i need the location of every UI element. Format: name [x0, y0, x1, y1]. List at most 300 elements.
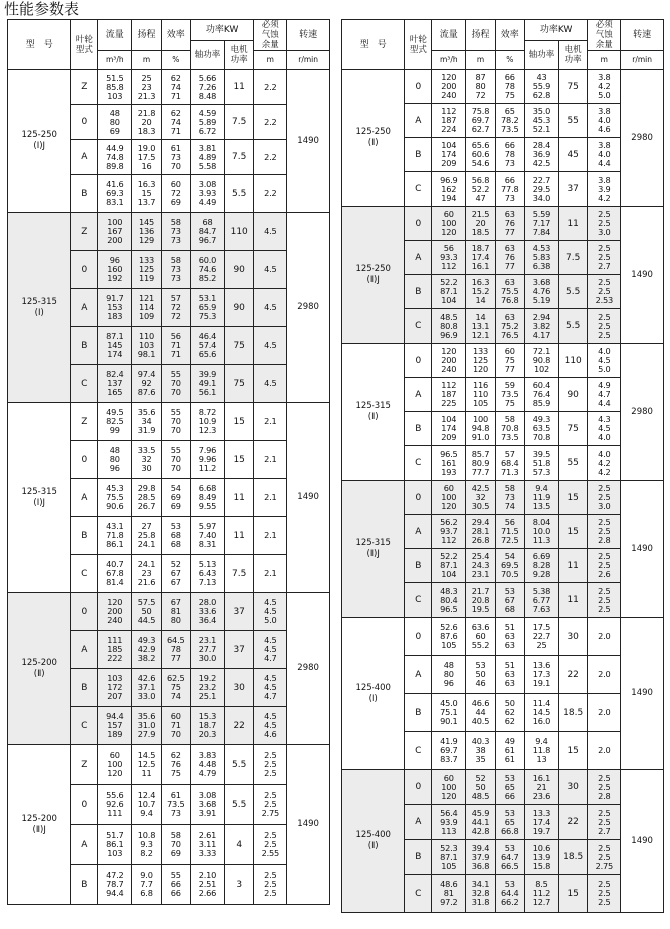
motor-power-cell: 75	[559, 412, 588, 446]
head-cell: 133 125 120	[466, 344, 495, 378]
motor-power-cell: 15	[559, 481, 588, 515]
head-cell: 52 50 48.5	[466, 770, 495, 805]
table-row	[342, 70, 664, 104]
unit-npsh: m	[254, 51, 287, 70]
npsh-cell: 2.5 2.5 2.5	[588, 583, 621, 618]
eff-cell: 57 72 72	[161, 289, 190, 327]
motor-power-cell: 18.5	[559, 694, 588, 732]
flow-cell: 43.1 71.8 86.1	[98, 517, 132, 555]
impeller-cell: 0	[71, 251, 98, 289]
impeller-cell: 0	[71, 785, 98, 825]
impeller-cell: A	[405, 515, 432, 549]
npsh-cell: 2.5 2.5 2.7	[588, 805, 621, 840]
flow-cell: 82.4 137 165	[98, 365, 132, 403]
flow-cell: 94.4 157 189	[98, 707, 132, 745]
motor-power-cell: 37	[559, 172, 588, 207]
eff-cell: 60 71 70	[161, 707, 190, 745]
head-cell: 63.6 60 55.2	[466, 618, 495, 656]
eff-cell: 62 74 71	[161, 70, 190, 105]
unit-head: m	[132, 51, 161, 70]
header-speed: 转速	[287, 20, 330, 51]
eff-cell: 62.5 75 74	[161, 669, 190, 707]
shaft-cell: 23.1 27.7 30.0	[190, 631, 224, 669]
shaft-cell: 16.1 21 23.6	[524, 770, 558, 805]
unit-flow: m³/h	[432, 51, 466, 70]
impeller-cell: B	[405, 840, 432, 875]
header-npsh: 必须气蚀余量	[254, 20, 287, 51]
shaft-cell: 39.9 49.1 56.1	[190, 365, 224, 403]
npsh-cell: 2.5 2.5 2.75	[254, 785, 287, 825]
impeller-cell: A	[405, 104, 432, 138]
npsh-cell: 2.5 2.5 2.7	[588, 241, 621, 275]
table-row	[342, 770, 664, 805]
npsh-cell: 4.9 4.7 4.4	[588, 378, 621, 412]
shaft-cell: 17.5 22.7 25	[524, 618, 558, 656]
head-cell: 35.6 31.0 27.9	[132, 707, 161, 745]
header-efficiency: 效率	[161, 20, 190, 51]
flow-cell: 48 80 96	[98, 441, 132, 479]
eff-cell: 62 76 75	[161, 745, 190, 785]
model-cell: 125-250 (Ⅰ)J	[8, 70, 71, 213]
flow-cell: 44.9 74.8 89.8	[98, 140, 132, 175]
flow-cell: 60 100 120	[432, 770, 466, 805]
eff-cell: 60 72 69	[161, 175, 190, 213]
impeller-cell: A	[71, 825, 98, 865]
motor-power-cell: 5.5	[225, 175, 254, 213]
model-cell: 125-315 (Ⅱ)	[342, 344, 405, 481]
npsh-cell: 2.5 2.5 2.8	[588, 770, 621, 805]
eff-cell: 54 69.5 70.5	[495, 549, 524, 583]
eff-cell: 55 66 66	[161, 865, 190, 905]
flow-cell: 60 100 120	[432, 207, 466, 241]
shaft-cell: 2.10 2.51 2.66	[190, 865, 224, 905]
head-cell: 65.6 60.6 54.6	[466, 138, 495, 172]
npsh-cell: 2.5 2.5 3.0	[588, 481, 621, 515]
motor-power-cell: 37	[225, 631, 254, 669]
header-shaft-power: 轴功率	[524, 41, 558, 70]
motor-power-cell: 15	[225, 441, 254, 479]
flow-cell: 56.4 93.9 113	[432, 805, 466, 840]
eff-cell: 58 73 74	[495, 481, 524, 515]
flow-cell: 112 187 225	[432, 378, 466, 412]
head-cell: 24.1 23 21.6	[132, 555, 161, 593]
model-cell: 125-315 (Ⅰ)	[8, 213, 71, 403]
shaft-cell: 46.4 57.4 65.6	[190, 327, 224, 365]
head-cell: 9.0 7.7 6.8	[132, 865, 161, 905]
shaft-cell: 53.1 65.9 75.3	[190, 289, 224, 327]
flow-cell: 41.6 69.3 83.1	[98, 175, 132, 213]
npsh-cell: 2.2	[254, 140, 287, 175]
flow-cell: 52.2 87.1 104	[432, 275, 466, 309]
performance-table-right	[341, 19, 664, 913]
eff-cell: 63 76 77	[495, 241, 524, 275]
shaft-cell: 49.3 63.5 70.8	[524, 412, 558, 446]
npsh-cell: 4.5 4.5 4.6	[254, 707, 287, 745]
motor-power-cell: 90	[225, 251, 254, 289]
eff-cell: 55 70 70	[161, 365, 190, 403]
model-cell: 125-250 (Ⅱ)J	[342, 207, 405, 344]
shaft-cell: 6.68 8.49 9.55	[190, 479, 224, 517]
head-cell: 33.5 32 30	[132, 441, 161, 479]
flow-cell: 45.3 75.5 90.6	[98, 479, 132, 517]
impeller-cell: C	[405, 732, 432, 770]
flow-cell: 52.3 87.1 105	[432, 840, 466, 875]
npsh-cell: 2.1	[254, 479, 287, 517]
shaft-cell: 5.38 6.77 7.63	[524, 583, 558, 618]
shaft-cell: 15.3 18.7 20.3	[190, 707, 224, 745]
npsh-cell: 3.8 4.2 5.0	[588, 70, 621, 104]
shaft-cell: 5.97 7.40 8.31	[190, 517, 224, 555]
npsh-cell: 3.8 4.0 4.6	[588, 104, 621, 138]
flow-cell: 96.5 161 193	[432, 446, 466, 481]
head-cell: 39.4 37.9 36.8	[466, 840, 495, 875]
table-row	[8, 213, 330, 251]
impeller-cell: B	[71, 517, 98, 555]
impeller-cell: A	[405, 378, 432, 412]
eff-cell: 64.5 78 77	[161, 631, 190, 669]
head-cell: 16.3 15 13.7	[132, 175, 161, 213]
npsh-cell: 2.2	[254, 70, 287, 105]
motor-power-cell: 110	[559, 344, 588, 378]
npsh-cell: 2.2	[254, 105, 287, 140]
npsh-cell: 2.1	[254, 555, 287, 593]
motor-power-cell: 30	[225, 669, 254, 707]
speed-cell: 2980	[621, 70, 664, 207]
shaft-cell: 5.13 6.43 7.13	[190, 555, 224, 593]
eff-cell: 56 71 71	[161, 327, 190, 365]
speed-cell: 1490	[287, 403, 330, 593]
flow-cell: 52.2 87.1 104	[432, 549, 466, 583]
head-cell: 46.6 44 40.5	[466, 694, 495, 732]
model-cell: 125-315 (Ⅱ)J	[342, 481, 405, 618]
unit-efficiency: %	[161, 51, 190, 70]
npsh-cell: 4.5 4.5 5.0	[254, 593, 287, 631]
head-cell: 25 23 21.3	[132, 70, 161, 105]
motor-power-cell: 75	[225, 365, 254, 403]
motor-power-cell: 5.5	[559, 309, 588, 344]
npsh-cell: 2.5 2.5 2.5	[254, 745, 287, 785]
shaft-cell: 8.04 10.0 11.3	[524, 515, 558, 549]
eff-cell: 53 64.7 66.5	[495, 840, 524, 875]
npsh-cell: 2.1	[254, 403, 287, 441]
npsh-cell: 4.3 4.5 4.0	[588, 412, 621, 446]
shaft-cell: 5.66 7.26 8.48	[190, 70, 224, 105]
model-cell: 125-250 (Ⅱ)	[342, 70, 405, 207]
head-cell: 34.1 32.8 31.8	[466, 875, 495, 913]
eff-cell: 58 73 73	[161, 251, 190, 289]
eff-cell: 67 81 80	[161, 593, 190, 631]
impeller-cell: A	[405, 656, 432, 694]
shaft-cell: 3.08 3.68 3.91	[190, 785, 224, 825]
motor-power-cell: 22	[559, 805, 588, 840]
eff-cell: 57 68.4 71.3	[495, 446, 524, 481]
head-cell: 25.4 24.3 23.1	[466, 549, 495, 583]
impeller-cell: B	[71, 669, 98, 707]
npsh-cell: 2.1	[254, 441, 287, 479]
npsh-cell: 3.8 4.0 4.4	[588, 138, 621, 172]
head-cell: 133 125 119	[132, 251, 161, 289]
flow-cell: 60 100 120	[98, 745, 132, 785]
head-cell: 110 103 98.1	[132, 327, 161, 365]
npsh-cell: 4.5	[254, 289, 287, 327]
head-cell: 40.3 38 35	[466, 732, 495, 770]
header-motor-power: 电机功率	[225, 41, 254, 70]
table-row	[342, 207, 664, 241]
eff-cell: 61 73 70	[161, 140, 190, 175]
motor-power-cell: 15	[559, 732, 588, 770]
motor-power-cell: 3	[225, 865, 254, 905]
impeller-cell: 0	[405, 481, 432, 515]
table-row	[342, 481, 664, 515]
flow-cell: 100 167 200	[98, 213, 132, 251]
impeller-cell: 0	[405, 344, 432, 378]
shaft-cell: 28.0 33.6 36.4	[190, 593, 224, 631]
npsh-cell: 4.5	[254, 327, 287, 365]
shaft-cell: 68 84.7 96.7	[190, 213, 224, 251]
speed-cell: 2980	[621, 344, 664, 481]
npsh-cell: 2.5 2.5 3.0	[588, 207, 621, 241]
motor-power-cell: 15	[559, 515, 588, 549]
motor-power-cell: 11	[559, 207, 588, 241]
head-cell: 21.5 20 18.5	[466, 207, 495, 241]
eff-cell: 63 75.2 76.5	[495, 309, 524, 344]
speed-cell: 1490	[621, 481, 664, 618]
motor-power-cell: 22	[225, 707, 254, 745]
header-power: 功率KW	[524, 20, 587, 41]
head-cell: 10.8 9.3 8.2	[132, 825, 161, 865]
flow-cell: 40.7 67.8 81.4	[98, 555, 132, 593]
motor-power-cell: 30	[559, 770, 588, 805]
eff-cell: 60 75 77	[495, 344, 524, 378]
speed-cell: 1490	[621, 618, 664, 770]
impeller-cell: C	[405, 875, 432, 913]
head-cell: 75.8 69.7 62.7	[466, 104, 495, 138]
motor-power-cell: 110	[225, 213, 254, 251]
flow-cell: 56 93.3 112	[432, 241, 466, 275]
flow-cell: 51.5 85.8 103	[98, 70, 132, 105]
impeller-cell: 0	[71, 441, 98, 479]
npsh-cell: 2.0	[588, 618, 621, 656]
impeller-cell: B	[71, 865, 98, 905]
motor-power-cell: 90	[559, 378, 588, 412]
npsh-cell: 2.5 2.5 2.55	[254, 825, 287, 865]
impeller-cell: 0	[71, 593, 98, 631]
flow-cell: 41.9 69.7 83.7	[432, 732, 466, 770]
eff-cell: 53 68 68	[161, 517, 190, 555]
eff-cell: 52 67 67	[161, 555, 190, 593]
impeller-cell: C	[405, 446, 432, 481]
speed-cell: 1490	[621, 770, 664, 913]
npsh-cell: 4.5 4.5 4.7	[254, 669, 287, 707]
npsh-cell: 2.5 2.5 2.8	[588, 515, 621, 549]
table-row	[8, 593, 330, 631]
shaft-cell: 6.69 8.28 9.28	[524, 549, 558, 583]
shaft-cell: 2.61 3.11 3.33	[190, 825, 224, 865]
page-title: 性能参数表	[4, 0, 80, 18]
header-head: 扬程	[132, 20, 161, 51]
shaft-cell: 72.1 90.8 102	[524, 344, 558, 378]
model-cell: 125-200 (Ⅱ)	[8, 593, 71, 745]
flow-cell: 52.6 87.6 105	[432, 618, 466, 656]
flow-cell: 120 200 240	[98, 593, 132, 631]
head-cell: 42.6 37.1 33.0	[132, 669, 161, 707]
eff-cell: 66 77.8 73	[495, 172, 524, 207]
motor-power-cell: 55	[559, 104, 588, 138]
impeller-cell: B	[405, 694, 432, 732]
head-cell: 29.8 28.5 26.7	[132, 479, 161, 517]
impeller-cell: A	[71, 140, 98, 175]
motor-power-cell: 7.5	[559, 241, 588, 275]
eff-cell: 61 73.5 73	[161, 785, 190, 825]
header-model: 型 号	[342, 20, 405, 70]
speed-cell: 1490	[287, 70, 330, 213]
header-flow: 流量	[98, 20, 132, 51]
head-cell: 85.7 80.9 77.7	[466, 446, 495, 481]
head-cell: 12.4 10.7 9.4	[132, 785, 161, 825]
impeller-cell: B	[405, 275, 432, 309]
flow-cell: 111 185 222	[98, 631, 132, 669]
unit-speed: r/min	[287, 51, 330, 70]
head-cell: 53 50 46	[466, 656, 495, 694]
motor-power-cell: 90	[225, 289, 254, 327]
eff-cell: 65 78.2 73.5	[495, 104, 524, 138]
head-cell: 116 110 105	[466, 378, 495, 412]
npsh-cell: 2.5 2.5 2.53	[588, 275, 621, 309]
impeller-cell: C	[71, 365, 98, 403]
eff-cell: 55 70 70	[161, 403, 190, 441]
head-cell: 145 136 129	[132, 213, 161, 251]
impeller-cell: C	[405, 583, 432, 618]
impeller-cell: 0	[405, 207, 432, 241]
eff-cell: 54 69 69	[161, 479, 190, 517]
unit-head: m	[466, 51, 495, 70]
motor-power-cell: 30	[559, 618, 588, 656]
head-cell: 21.8 20 18.3	[132, 105, 161, 140]
flow-cell: 49.5 82.5 99	[98, 403, 132, 441]
eff-cell: 53 65 66.8	[495, 805, 524, 840]
motor-power-cell: 11	[559, 549, 588, 583]
header-impeller: 叶轮型式	[71, 20, 98, 70]
head-cell: 14.5 12.5 11	[132, 745, 161, 785]
shaft-cell: 4.53 5.83 6.38	[524, 241, 558, 275]
flow-cell: 104 174 209	[432, 138, 466, 172]
impeller-cell: B	[71, 327, 98, 365]
unit-speed: r/min	[621, 51, 664, 70]
head-cell: 29.4 28.1 26.8	[466, 515, 495, 549]
shaft-cell: 28.4 36.9 42.5	[524, 138, 558, 172]
motor-power-cell: 7.5	[225, 555, 254, 593]
impeller-cell: Z	[71, 70, 98, 105]
shaft-cell: 3.08 3.93 4.49	[190, 175, 224, 213]
npsh-cell: 2.5 2.5 2.5	[588, 309, 621, 344]
flow-cell: 104 174 209	[432, 412, 466, 446]
eff-cell: 51 63 63	[495, 618, 524, 656]
shaft-cell: 3.68 4.76 5.19	[524, 275, 558, 309]
npsh-cell: 4.5	[254, 251, 287, 289]
motor-power-cell: 11	[559, 583, 588, 618]
npsh-cell: 2.0	[588, 656, 621, 694]
shaft-cell: 5.59 7.17 7.84	[524, 207, 558, 241]
flow-cell: 48.5 80.8 96.9	[432, 309, 466, 344]
eff-cell: 53 65 66	[495, 770, 524, 805]
impeller-cell: C	[405, 172, 432, 207]
impeller-cell: A	[71, 631, 98, 669]
eff-cell: 58 70.8 73.5	[495, 412, 524, 446]
npsh-cell: 4.5	[254, 213, 287, 251]
eff-cell: 53 67 68	[495, 583, 524, 618]
head-cell: 100 94.8 91.0	[466, 412, 495, 446]
unit-npsh: m	[588, 51, 621, 70]
impeller-cell: 0	[71, 105, 98, 140]
motor-power-cell: 15	[225, 403, 254, 441]
speed-cell: 2980	[287, 593, 330, 745]
eff-cell: 51 63 63	[495, 656, 524, 694]
npsh-cell: 2.0	[588, 732, 621, 770]
head-cell: 14 13.1 12.1	[466, 309, 495, 344]
head-cell: 27 25.8 24.1	[132, 517, 161, 555]
header-model: 型 号	[8, 20, 71, 70]
motor-power-cell: 5.5	[225, 745, 254, 785]
npsh-cell: 2.2	[254, 175, 287, 213]
npsh-cell: 2.5 2.5 2.5	[588, 875, 621, 913]
impeller-cell: C	[71, 707, 98, 745]
npsh-cell: 4.5	[254, 365, 287, 403]
motor-power-cell: 75	[559, 70, 588, 104]
model-cell: 125-200 (Ⅱ)J	[8, 745, 71, 905]
shaft-cell: 8.72 10.9 12.3	[190, 403, 224, 441]
flow-cell: 96.9 162 194	[432, 172, 466, 207]
impeller-cell: B	[405, 412, 432, 446]
npsh-cell: 2.1	[254, 517, 287, 555]
header-head: 扬程	[466, 20, 495, 51]
shaft-cell: 60.4 76.4 85.9	[524, 378, 558, 412]
head-cell: 21.7 20.8 19.5	[466, 583, 495, 618]
head-cell: 49.3 42.9 38.2	[132, 631, 161, 669]
flow-cell: 47.2 78.7 94.4	[98, 865, 132, 905]
flow-cell: 96 160 192	[98, 251, 132, 289]
shaft-cell: 3.81 4.89 5.58	[190, 140, 224, 175]
motor-power-cell: 5.5	[225, 785, 254, 825]
head-cell: 19.0 17.5 16	[132, 140, 161, 175]
unit-efficiency: %	[495, 51, 524, 70]
shaft-cell: 7.96 9.96 11.2	[190, 441, 224, 479]
impeller-cell: 0	[405, 70, 432, 104]
head-cell: 97.4 92 87.6	[132, 365, 161, 403]
impeller-cell: Z	[71, 403, 98, 441]
impeller-cell: B	[71, 175, 98, 213]
npsh-cell: 3.8 3.9 4.2	[588, 172, 621, 207]
shaft-cell: 60.0 74.6 85.2	[190, 251, 224, 289]
head-cell: 18.7 17.4 16.1	[466, 241, 495, 275]
eff-cell: 58 73 73	[161, 213, 190, 251]
flow-cell: 120 200 240	[432, 344, 466, 378]
shaft-cell: 43 55.9 62.8	[524, 70, 558, 104]
flow-cell: 48 80 96	[432, 656, 466, 694]
motor-power-cell: 15	[559, 875, 588, 913]
npsh-cell: 4.0 4.5 5.0	[588, 344, 621, 378]
unit-flow: m³/h	[98, 51, 132, 70]
header-power: 功率KW	[190, 20, 253, 41]
flow-cell: 112 187 224	[432, 104, 466, 138]
eff-cell: 66 78 75	[495, 70, 524, 104]
header-flow: 流量	[432, 20, 466, 51]
eff-cell: 62 74 71	[161, 105, 190, 140]
shaft-cell: 2.94 3.82 4.17	[524, 309, 558, 344]
eff-cell: 63 76 77	[495, 207, 524, 241]
impeller-cell: A	[405, 805, 432, 840]
head-cell: 16.3 15.2 14	[466, 275, 495, 309]
shaft-cell: 4.59 5.89 6.72	[190, 105, 224, 140]
